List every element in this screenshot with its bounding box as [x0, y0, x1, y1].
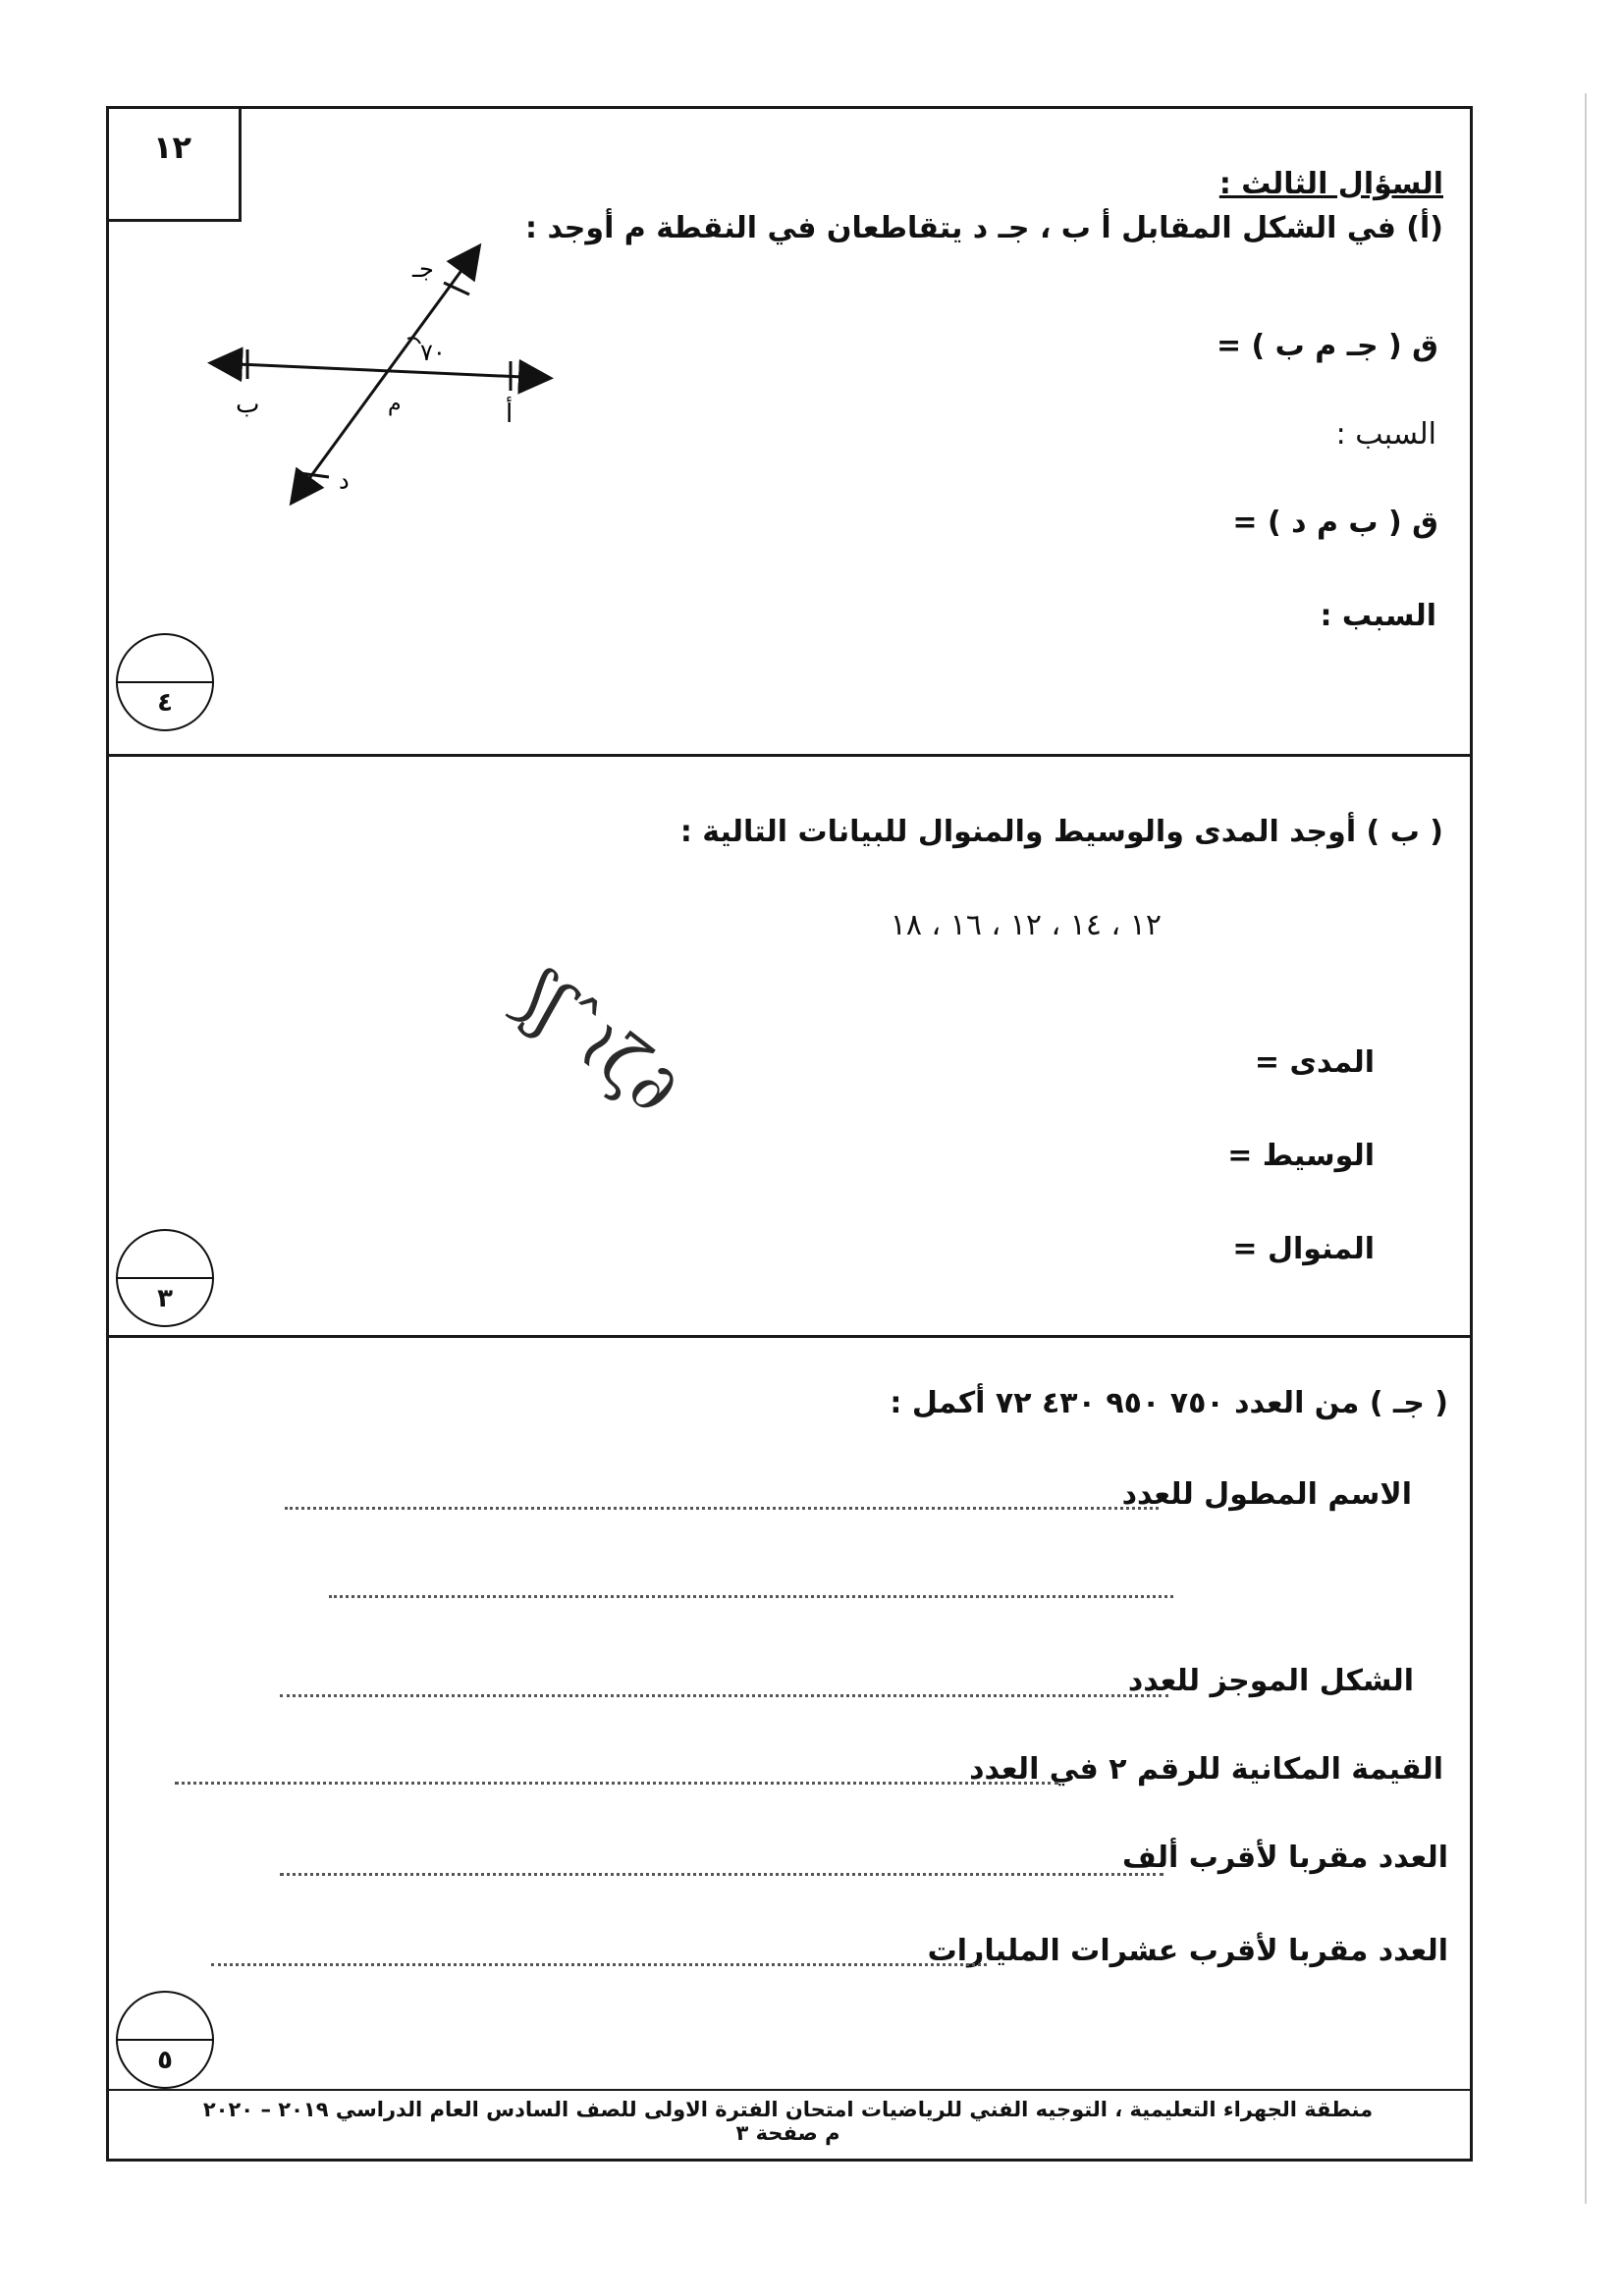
section-title: السؤال الثالث : — [1218, 167, 1443, 201]
angle-label: ٧٠ — [420, 339, 446, 366]
part-c-score: ٥ — [157, 2046, 173, 2075]
part-c-intro: ( جـ ) من العدد ٧٥٠ ٩٥٠ ٤٣٠ ٧٢ أكمل : — [890, 1386, 1448, 1420]
page-number-box — [106, 106, 242, 222]
divider-2 — [106, 1335, 1473, 1338]
point-c-label: جـ — [412, 255, 434, 283]
part-c-line-3: القيمة المكانية للرقم ٢ في العدد — [969, 1752, 1443, 1787]
part-c-score-circle — [116, 1991, 214, 2089]
part-a-reason-2: السبب : — [1320, 599, 1436, 633]
part-c-line-5: العدد مقربا لأقرب عشرات المليارات — [927, 1934, 1448, 1968]
part-b-intro: ( ب ) أوجد المدى والوسيط والمنوال للبيانات التالية : — [679, 815, 1443, 849]
part-a-question-1: ق ( جـ م ب ) = — [1216, 329, 1438, 363]
part-c-line-1: الاسم المطول للعدد — [1121, 1477, 1412, 1512]
intersecting-lines-figure — [206, 236, 560, 520]
part-b-range: المدى = — [1254, 1045, 1375, 1080]
part-b-data: ١٢ ، ١٤ ، ١٢ ، ١٦ ، ١٨ — [890, 908, 1162, 942]
tick-d — [299, 473, 329, 477]
part-a-question-2: ق ( ب م د ) = — [1232, 506, 1438, 540]
part-a-score-circle — [116, 633, 214, 731]
part-a-score: ٤ — [157, 688, 173, 718]
answer-line-3[interactable] — [175, 1782, 1058, 1785]
handwritten-stamp: ⟆ʃˆ≀ζ∂ — [499, 952, 695, 1131]
answer-line-5[interactable] — [211, 1963, 987, 1966]
page-footer: منطقة الجهراء التعليمية ، التوجيه الفني للرياضيات امتحان الفترة الاولى للصف السادس العام الدراسي ٢٠١٩ – ٢٠٢٠ م صفحة ٣ — [202, 2098, 1374, 2145]
part-b-score-circle — [116, 1229, 214, 1327]
part-b-score: ٣ — [157, 1284, 173, 1313]
point-d-label: د — [339, 467, 350, 495]
part-c-line-4: العدد مقربا لأقرب ألف — [1122, 1841, 1448, 1875]
part-c-line-2: الشكل الموجز للعدد — [1127, 1664, 1414, 1698]
part-a-reason-1: السبب : — [1335, 417, 1436, 452]
point-m-label: م — [388, 392, 402, 416]
point-a-label: أ — [506, 400, 514, 429]
answer-line-4[interactable] — [280, 1873, 1163, 1876]
answer-line-1[interactable] — [285, 1507, 1159, 1510]
answer-line-1b[interactable] — [329, 1595, 1173, 1598]
line-ab — [216, 363, 545, 378]
point-b-label: ب — [236, 390, 260, 419]
page-number: ١٢ — [152, 129, 192, 166]
part-a-intro: (أ) في الشكل المقابل أ ب ، جـ د يتقاطعان في النقطة م أوجد : — [525, 211, 1443, 245]
divider-1 — [106, 754, 1473, 757]
answer-line-2[interactable] — [280, 1694, 1168, 1697]
part-b-median: الوسيط = — [1227, 1139, 1375, 1173]
page-edge — [1585, 93, 1587, 2204]
footer-divider — [106, 2089, 1473, 2091]
part-b-mode: المنوال = — [1232, 1232, 1375, 1266]
